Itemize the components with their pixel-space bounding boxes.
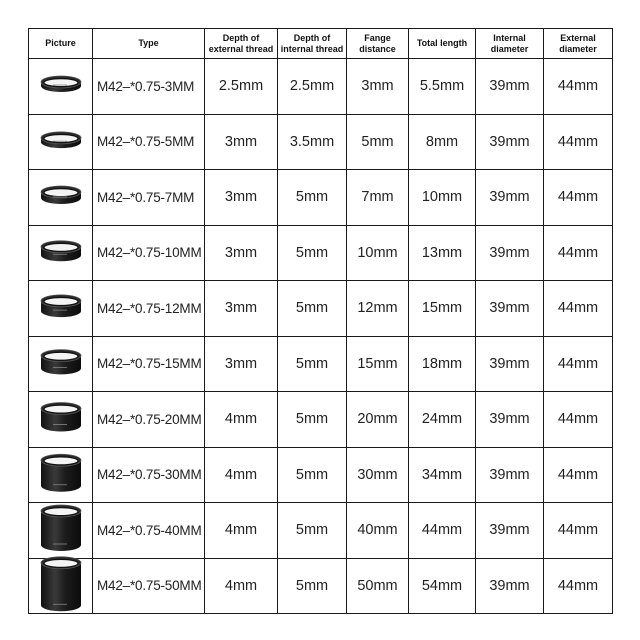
- internal-diameter-cell: 39mm: [476, 170, 544, 226]
- table-row: [29, 392, 613, 448]
- type-cell: M42–*0.75-5MM: [93, 114, 205, 170]
- depth-external-cell: 2.5mm: [205, 59, 278, 115]
- internal-diameter-cell: 39mm: [476, 114, 544, 170]
- depth-internal-cell: 5mm: [278, 225, 347, 281]
- depth-external-cell: 3mm: [205, 114, 278, 170]
- table-row: [29, 447, 613, 503]
- header-flange-distance: Fange distance: [347, 29, 409, 59]
- table-row: [29, 281, 613, 337]
- picture-cell: [29, 447, 93, 503]
- external-diameter-cell: 44mm: [544, 447, 613, 503]
- depth-internal-cell: 2.5mm: [278, 59, 347, 115]
- internal-diameter-cell: 39mm: [476, 225, 544, 281]
- external-diameter-cell: 44mm: [544, 392, 613, 448]
- header-total-length: Total length: [409, 29, 476, 59]
- total-length-cell: 10mm: [409, 170, 476, 226]
- header-type: Type: [93, 29, 205, 59]
- table-row: [29, 336, 613, 392]
- picture-cell: [29, 170, 93, 226]
- header-row: [29, 29, 613, 59]
- depth-internal-cell: 3.5mm: [278, 114, 347, 170]
- depth-external-cell: 4mm: [205, 447, 278, 503]
- picture-cell: [29, 281, 93, 337]
- type-cell: M42–*0.75-40MM: [93, 503, 205, 559]
- depth-internal-cell: 5mm: [278, 170, 347, 226]
- header-internal-diameter: Internal diameter: [476, 29, 544, 59]
- extension-ring-image: [39, 240, 83, 267]
- external-diameter-cell: 44mm: [544, 336, 613, 392]
- type-cell: M42–*0.75-7MM: [93, 170, 205, 226]
- extension-ring-image: [39, 131, 83, 153]
- picture-cell: [29, 392, 93, 448]
- total-length-cell: 34mm: [409, 447, 476, 503]
- table-row: [29, 503, 613, 559]
- table-row: [29, 114, 613, 170]
- total-length-cell: 18mm: [409, 336, 476, 392]
- extension-ring-image: [39, 556, 83, 617]
- external-diameter-cell: 44mm: [544, 558, 613, 614]
- internal-diameter-cell: 39mm: [476, 503, 544, 559]
- picture-cell: [29, 59, 93, 115]
- external-diameter-cell: 44mm: [544, 114, 613, 170]
- flange-distance-cell: 10mm: [347, 225, 409, 281]
- depth-external-cell: 3mm: [205, 225, 278, 281]
- type-cell: M42–*0.75-30MM: [93, 447, 205, 503]
- picture-cell: [29, 336, 93, 392]
- depth-external-cell: 4mm: [205, 503, 278, 559]
- total-length-cell: 8mm: [409, 114, 476, 170]
- picture-cell: [29, 503, 93, 559]
- total-length-cell: 24mm: [409, 392, 476, 448]
- header-depth-internal: Depth of internal thread: [278, 29, 347, 59]
- depth-external-cell: 3mm: [205, 170, 278, 226]
- header-depth-external: Depth of external thread: [205, 29, 278, 59]
- table-row: [29, 558, 613, 614]
- internal-diameter-cell: 39mm: [476, 558, 544, 614]
- flange-distance-cell: 20mm: [347, 392, 409, 448]
- internal-diameter-cell: 39mm: [476, 336, 544, 392]
- depth-internal-cell: 5mm: [278, 447, 347, 503]
- depth-internal-cell: 5mm: [278, 281, 347, 337]
- flange-distance-cell: 50mm: [347, 558, 409, 614]
- total-length-cell: 44mm: [409, 503, 476, 559]
- flange-distance-cell: 3mm: [347, 59, 409, 115]
- depth-internal-cell: 5mm: [278, 558, 347, 614]
- flange-distance-cell: 5mm: [347, 114, 409, 170]
- type-cell: M42–*0.75-3MM: [93, 59, 205, 115]
- depth-external-cell: 3mm: [205, 336, 278, 392]
- internal-diameter-cell: 39mm: [476, 447, 544, 503]
- table-row: [29, 225, 613, 281]
- type-cell: M42–*0.75-20MM: [93, 392, 205, 448]
- total-length-cell: 13mm: [409, 225, 476, 281]
- extension-ring-image: [39, 294, 83, 322]
- header-picture: Picture: [29, 29, 93, 59]
- flange-distance-cell: 15mm: [347, 336, 409, 392]
- flange-distance-cell: 7mm: [347, 170, 409, 226]
- total-length-cell: 5.5mm: [409, 59, 476, 115]
- flange-distance-cell: 12mm: [347, 281, 409, 337]
- spec-table: [28, 28, 613, 614]
- external-diameter-cell: 44mm: [544, 281, 613, 337]
- internal-diameter-cell: 39mm: [476, 392, 544, 448]
- external-diameter-cell: 44mm: [544, 59, 613, 115]
- type-cell: M42–*0.75-12MM: [93, 281, 205, 337]
- type-cell: M42–*0.75-50MM: [93, 558, 205, 614]
- total-length-cell: 15mm: [409, 281, 476, 337]
- depth-internal-cell: 5mm: [278, 392, 347, 448]
- picture-cell: [29, 558, 93, 614]
- total-length-cell: 54mm: [409, 558, 476, 614]
- extension-ring-image: [39, 453, 83, 497]
- depth-external-cell: 3mm: [205, 281, 278, 337]
- extension-ring-image: [39, 75, 83, 97]
- flange-distance-cell: 40mm: [347, 503, 409, 559]
- header-external-diameter: External diameter: [544, 29, 613, 59]
- depth-external-cell: 4mm: [205, 392, 278, 448]
- extension-ring-image: [39, 504, 83, 556]
- internal-diameter-cell: 39mm: [476, 281, 544, 337]
- external-diameter-cell: 44mm: [544, 170, 613, 226]
- picture-cell: [29, 114, 93, 170]
- internal-diameter-cell: 39mm: [476, 59, 544, 115]
- flange-distance-cell: 30mm: [347, 447, 409, 503]
- extension-ring-image: [39, 402, 83, 437]
- table-row: [29, 59, 613, 115]
- external-diameter-cell: 44mm: [544, 503, 613, 559]
- extension-ring-image: [39, 348, 83, 379]
- depth-external-cell: 4mm: [205, 558, 278, 614]
- extension-ring-image: [39, 185, 83, 209]
- type-cell: M42–*0.75-10MM: [93, 225, 205, 281]
- external-diameter-cell: 44mm: [544, 225, 613, 281]
- table-row: [29, 170, 613, 226]
- depth-internal-cell: 5mm: [278, 503, 347, 559]
- depth-internal-cell: 5mm: [278, 336, 347, 392]
- type-cell: M42–*0.75-15MM: [93, 336, 205, 392]
- picture-cell: [29, 225, 93, 281]
